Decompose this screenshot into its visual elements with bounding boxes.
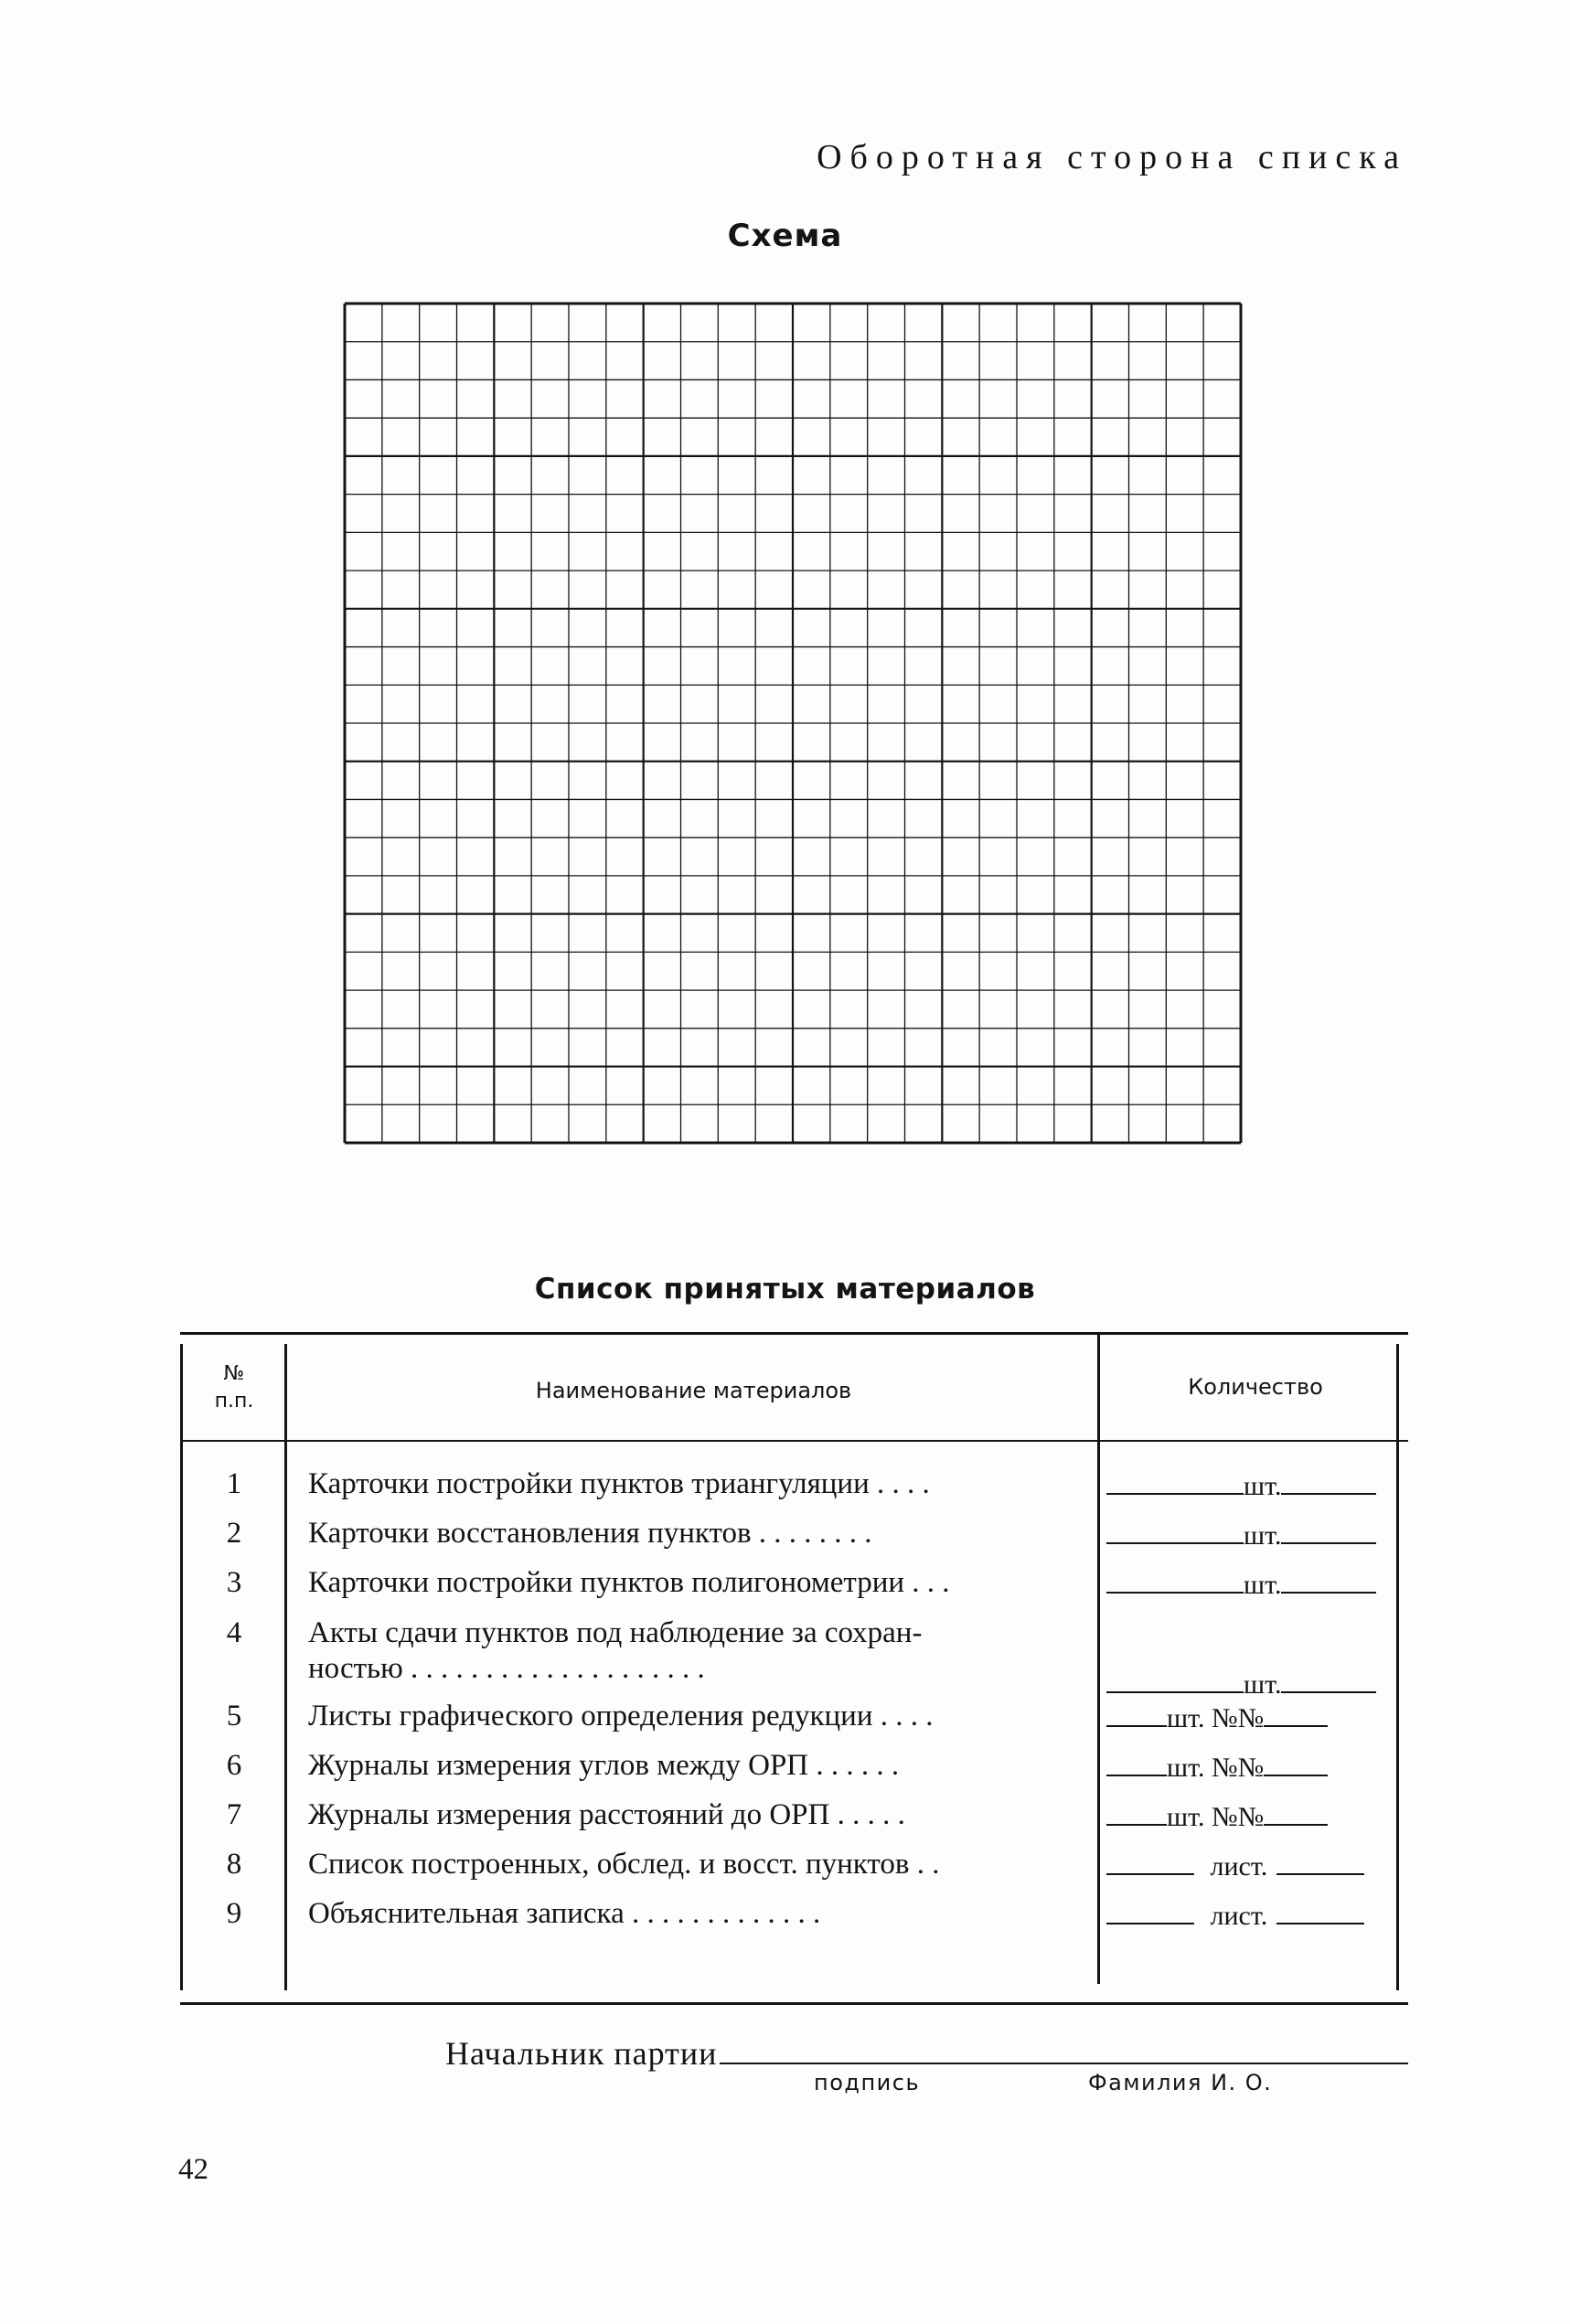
quantity-blank[interactable]	[1106, 1517, 1244, 1544]
quantity-blank[interactable]	[1281, 1467, 1376, 1495]
table-row	[180, 1749, 1408, 1798]
row-number: 2	[226, 1517, 242, 1550]
column-header-quantity: Количество	[1188, 1374, 1323, 1400]
table-row	[180, 1566, 1408, 1615]
row-name-line: Листы графического определения редукции . . . .	[308, 1700, 934, 1732]
row-number: 1	[226, 1467, 242, 1500]
table-row	[180, 1517, 1408, 1566]
signature-line[interactable]	[720, 2063, 1408, 2064]
row-number: 7	[226, 1798, 242, 1831]
row-name-line: Карточки постройки пунктов полигонометрии . . .	[308, 1566, 950, 1599]
table-bottom-rule	[180, 2002, 1408, 2005]
quantity-unit: шт.	[1244, 1520, 1282, 1551]
signature-label: Начальник партии	[445, 2035, 718, 2072]
quantity-unit: шт.	[1167, 1703, 1205, 1733]
quantity-unit: шт.	[1244, 1471, 1282, 1501]
row-number: 4	[226, 1616, 242, 1649]
row-quantity	[1106, 1798, 1408, 1833]
numbers-sign: №№	[1211, 1753, 1265, 1783]
row-quantity	[1106, 1566, 1408, 1601]
row-number: 9	[226, 1897, 242, 1930]
quantity-unit: шт.	[1244, 1570, 1282, 1600]
column-header-name: Наименование материалов	[535, 1378, 852, 1403]
row-number: 3	[226, 1566, 242, 1599]
table-row	[180, 1467, 1408, 1517]
row-number: 8	[226, 1848, 242, 1881]
column-header-number	[180, 1360, 288, 1415]
quantity-unit: шт.	[1167, 1753, 1205, 1783]
quantity-unit: лист.	[1210, 1901, 1268, 1931]
quantity-unit: шт.	[1244, 1669, 1282, 1700]
page-number: 42	[178, 2153, 208, 2186]
row-name-line: ностью . . . . . . . . . . . . . . . . . . . .	[308, 1652, 705, 1685]
row-name-line: Список построенных, обслед. и восст. пунктов . .	[308, 1848, 940, 1881]
table-header-rule	[180, 1440, 1408, 1442]
table-row	[180, 1700, 1408, 1749]
table-row	[180, 1616, 1408, 1708]
row-quantity	[1106, 1467, 1408, 1502]
column-header-number-sign: №	[223, 1362, 245, 1385]
row-name-line: Акты сдачи пунктов под наблюдение за сохран-	[308, 1616, 923, 1649]
row-quantity	[1106, 1749, 1408, 1784]
quantity-blank[interactable]	[1106, 1848, 1194, 1875]
signature-caption: подпись	[814, 2070, 921, 2095]
row-quantity	[1106, 1897, 1408, 1932]
row-quantity	[1106, 1848, 1408, 1882]
quantity-blank[interactable]	[1106, 1467, 1244, 1495]
quantity-unit: лист.	[1210, 1851, 1268, 1882]
quantity-blank[interactable]	[1106, 1666, 1244, 1693]
numbers-sign: №№	[1211, 1802, 1265, 1832]
row-name-line: Объяснительная записка . . . . . . . . . . . . .	[308, 1897, 821, 1930]
numbers-blank[interactable]	[1264, 1749, 1328, 1776]
row-name-line: Журналы измерения углов между ОРП . . . . . .	[308, 1749, 900, 1782]
quantity-blank[interactable]	[1276, 1848, 1364, 1875]
row-number: 5	[226, 1700, 242, 1732]
quantity-blank[interactable]	[1281, 1566, 1376, 1594]
name-caption: Фамилия И. О.	[1088, 2070, 1273, 2095]
row-quantity	[1106, 1666, 1408, 1700]
table-row	[180, 1798, 1408, 1848]
row-name-line: Карточки постройки пунктов триангуляции . . . .	[308, 1467, 930, 1500]
quantity-blank[interactable]	[1276, 1897, 1364, 1924]
row-name-line: Карточки восстановления пунктов . . . . . . . .	[308, 1517, 872, 1550]
row-name-line: Журналы измерения расстояний до ОРП . . . . .	[308, 1798, 905, 1831]
numbers-sign: №№	[1211, 1703, 1265, 1733]
quantity-blank[interactable]	[1281, 1517, 1376, 1544]
schema-title: Схема	[727, 218, 843, 254]
page-subtitle: Оборотная сторона списка	[817, 138, 1407, 176]
table-top-rule	[180, 1332, 1408, 1335]
row-quantity	[1106, 1517, 1408, 1551]
quantity-blank[interactable]	[1106, 1749, 1167, 1776]
materials-list-title: Список принятых материалов	[534, 1273, 1036, 1306]
numbers-blank[interactable]	[1264, 1700, 1328, 1727]
quantity-unit: шт.	[1167, 1802, 1205, 1832]
schema-grid	[343, 302, 1244, 1146]
column-header-number-abbr: п.п.	[214, 1390, 254, 1413]
quantity-blank[interactable]	[1106, 1897, 1194, 1924]
quantity-blank[interactable]	[1106, 1700, 1167, 1727]
quantity-blank[interactable]	[1281, 1666, 1376, 1693]
quantity-blank[interactable]	[1106, 1798, 1167, 1826]
table-row	[180, 1897, 1408, 1946]
table-row	[180, 1848, 1408, 1897]
row-number: 6	[226, 1749, 242, 1782]
row-quantity	[1106, 1700, 1408, 1734]
numbers-blank[interactable]	[1264, 1798, 1328, 1826]
quantity-blank[interactable]	[1106, 1566, 1244, 1594]
